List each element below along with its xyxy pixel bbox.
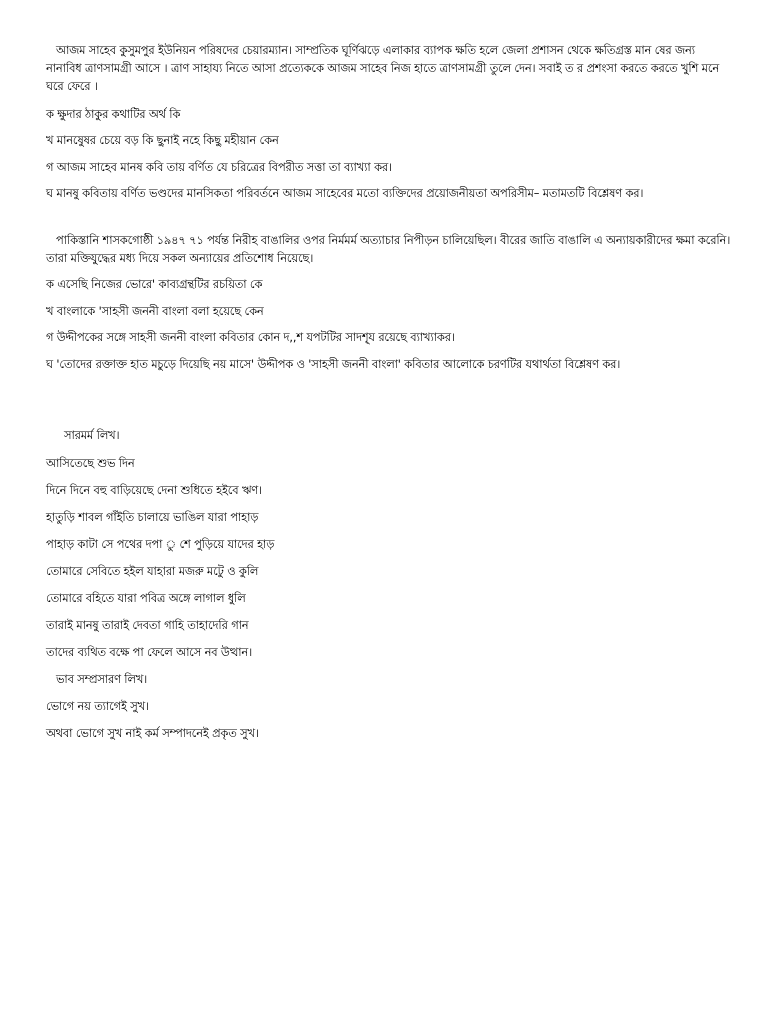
question-1-kha: খ মানষুেষর চেয়ে বড় কি ছুনাই নহে কিছু মহীয়ান কেন	[46, 134, 279, 147]
poem-line: তোমারে সেবিতে হইল যাহারা মজরু মটেু ও কুলি	[46, 565, 259, 578]
summary-heading: সারমর্ম লিখ।	[64, 429, 120, 442]
poem-line: তোমারে বহিতে যারা পবিত্র অঙ্গে লাগাল ধুলি	[46, 592, 246, 605]
question-2-ga: গ উদ্দীপকের সঙ্গে সাহসী জননী বাংলা কবিতার কোন দ,,শ যপটটির সাদশৃ্য রয়েছে ব্যাখ্যাকর।	[46, 331, 455, 344]
poem-line: দিনে দিনে বহু বাড়িয়েছে দেনা শুধিতে হইবে ঋণ।	[46, 484, 262, 497]
expansion-heading: ভাব সম্প্রসারণ লিখ।	[56, 673, 148, 686]
question-2-ka: ক এসেছি নিজের ভোরে' কাব্যগ্রন্থটির রচয়িতা কে	[46, 278, 263, 291]
passage-2: পাকিস্তানি শাসকগোষ্ঠী ১৯৪৭ ৭১ পর্যন্ত নিরীহ বাঙালির ওপর নির্মমর্ম অত্যাচার নিপীড়ন চালিয়েছিল। বীরের জাতি বাঙালি এ অন্যায়কারীদের ক্ষমা করেনি। তারা মক্তিযুদ্ধের মধ্য দিয়ে সকল অন্যায়ের প্রতিশোধ নিয়েছে।	[46, 234, 731, 265]
question-1-ga: গ আজম সাহেব মানষ কবি তায় বর্ণিত যে চরিত্রের বিপরীত সত্তা তা ব্যাখ্যা কর।	[46, 161, 392, 174]
question-1-gha: ঘ মানষু কবিতায় বর্ণিত ভণ্ডদের মানসিকতা পরিবর্তনে আজম সাহেবের মতো ব্যক্তিদের প্রয়োজনীয়তা অপরিসীম– মতামতটি বিশ্লেষণ কর।	[46, 187, 644, 200]
question-2-gha: ঘ 'তোদের রক্তাক্ত হাত মচুড়ে দিয়েছি নয় মাসে' উদ্দীপক ও 'সাহসী জননী বাংলা' কবিতার আলোকে চরণটির যথার্থতা বিশ্লেষণ কর।	[46, 358, 621, 371]
poem-line: তারাই মানষু তারাই দেবতা গাহি তাহাদেরি গান	[46, 619, 249, 632]
expansion-line: অথবা ভোগে সুখ নাই কর্ম সম্পাদনেই প্রকৃত সুখ।	[46, 727, 259, 740]
expansion-line: ভোগে নয় ত্যাগেই সুখ।	[46, 700, 149, 713]
question-1-ka: ক ক্ষুদার ঠাকুর কথাটির অর্থ কি	[46, 108, 181, 121]
passage-1: আজম সাহেব কুসুমপুর ইউনিয়ন পরিষদের চেয়ারম্যান। সাম্প্রতিক ঘূর্ণিঝড়ে এলাকার ব্যাপক ক্ষতি হলে জেলা প্রশাসন থেকে ক্ষতিগ্রস্ত মান ষের জন্য নানাবিধ ত্রাণসামগ্রী আসে । ত্রাণ সাহায্য নিতে আসা প্রত্যেককে আজম সাহেব নিজ হাতে ত্রাণসামগ্রী তুলে দেন। সবাই ত র প্রশংসা করতে করতে খুশি মনে ঘরে ফেরে ।	[46, 44, 720, 93]
poem-line: তাদের ব্যথিত বক্ষে পা ফেলে আসে নব উত্থান।	[46, 646, 253, 659]
question-2-kha: খ বাংলাকে 'সাহসী জননী বাংলা বলা হয়েছে কেন	[46, 305, 264, 318]
poem-line: হাতুড়ি শাবল গাঁইতি চালায়ে ভাঙিল যারা পাহাড়	[46, 511, 259, 524]
poem-line: আসিতেছে শুভ দিন	[46, 457, 135, 470]
poem-line: পাহাড় কাটা সে পথের দপা ু শে পুড়িয়ে যাদের হাড়	[46, 538, 275, 551]
